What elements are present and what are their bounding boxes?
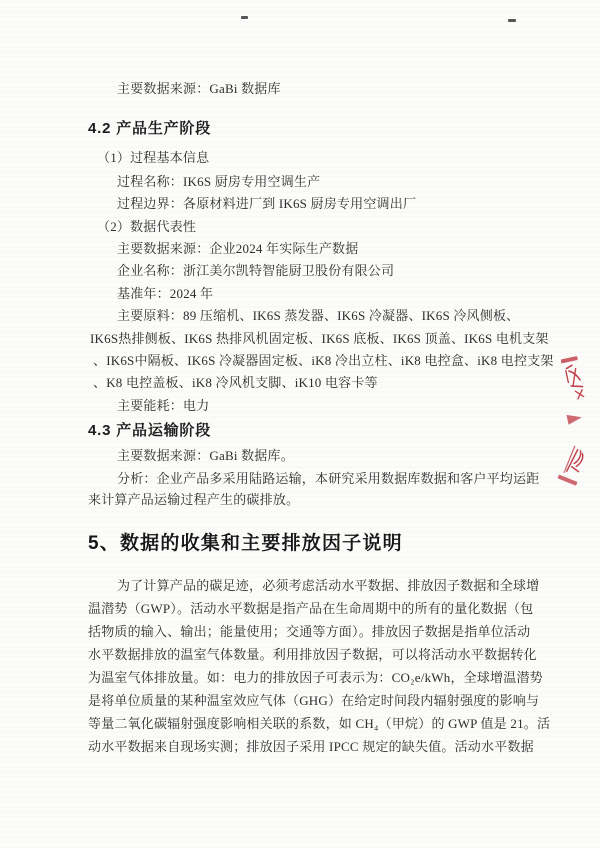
red-triangle-mark-icon [565,409,585,429]
materials-line: 、IK6S中隔板、IK6S 冷凝器固定板、iK8 冷出立柱、iK8 电控盒、iK8 电控支架 [93,353,554,369]
energy-consumption-line: 主要能耗：电力 [117,397,210,413]
section-5-paragraph-line: 水平数据排放的温室气体数量。利用排放因子数据，可以将活动水平数据转化 [88,646,537,662]
section-5-paragraph-line: 为了计算产品的碳足迹，必须考虑活动水平数据、排放因子数据和全球增 [117,577,540,593]
gabi-source-line: 主要数据来源：GaBi 数据库 [117,81,281,96]
document-content [88,0,554,758]
section-5-heading: 5、数据的收集和主要排放因子说明 [88,532,403,554]
red-stamp-fragment-icon [561,355,589,405]
section-4-2-heading: 4.2 产品生产阶段 [88,120,212,138]
section-5-paragraph-line: 括物质的输入、输出；能量使用；交通等方面）。排放因子数据是指单位活动 [88,623,531,639]
transport-analysis-line: 来计算产品运输过程产生的碳排放。 [88,492,300,508]
section-5-paragraph-line: 动水平数据来自现场实测；排放因子采用 IPCC 规定的缺失值。活动水平数据 [88,738,534,754]
materials-line: 、K8 电控盖板、iK8 冷风机支脚、iK10 电容卡等 [93,375,378,391]
section-5-paragraph-line: 温潜势（GWP）。活动水平数据是指产品在生命周期中的所有的量化数据（包 [88,600,534,616]
section-5-paragraph-line: 是将单位质量的某种温室效应气体（GHG）在给定时间段内辐射强度的影响与 [88,692,540,708]
data-representativeness-item: （2）数据代表性 [97,218,197,234]
section-4-3-heading: 4.3 产品运输阶段 [88,422,212,440]
process-basic-info-item: （1）过程基本信息 [97,150,210,166]
materials-line: 主要原料：89 压缩机、IK6S 蒸发器、IK6S 冷凝器、IK6S 冷风侧板、 [117,308,520,324]
red-stamp-fragment-icon [552,441,592,497]
transport-analysis-line: 分析：企业产品多采用陆路运输，本研究采用数据库数据和客户平均运距 [117,470,540,486]
transport-data-source-line: 主要数据来源：GaBi 数据库。 [117,448,294,464]
materials-line: IK6S热排侧板、IK6S 热排风机固定板、IK6S 底板、IK6S 顶盖、IK6S 电机支架 [90,330,549,346]
production-data-source-line: 主要数据来源：企业2024 年实际生产数据 [117,241,359,257]
section-5-paragraph-line: 为温室气体排放量。如：电力的排放因子可表示为：CO₂e/kWh，全球增温潜势 [88,669,543,685]
process-boundary-line: 过程边界：各原材料进厂到 IK6S 厨房专用空调出厂 [117,196,417,212]
section-5-paragraph-line: 等量二氧化碳辐射强度影响相关联的系数，如 CH₄（甲烷）的 GWP 值是 21。活 [88,715,551,731]
base-year-line: 基准年：2024 年 [117,285,214,301]
process-name-line: 过程名称：IK6S 厨房专用空调生产 [117,173,321,189]
company-name-line: 企业名称：浙江美尔凯特智能厨卫股份有限公司 [117,263,395,279]
